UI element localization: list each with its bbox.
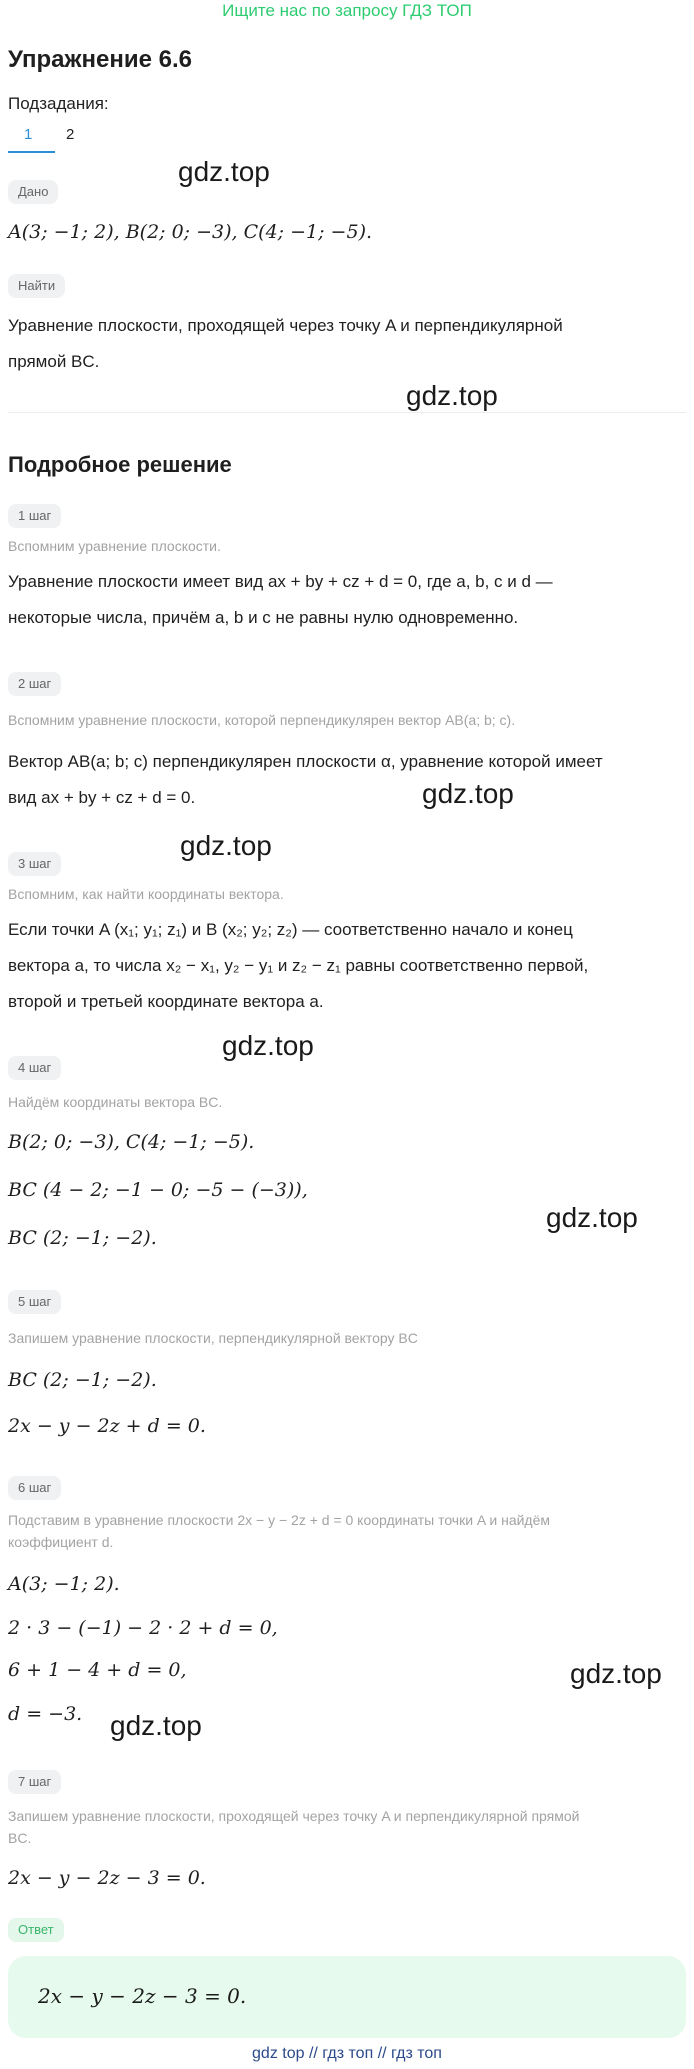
step-7-line-1: 2x − y − 2z − 3 = 0. [8, 1867, 206, 1889]
step-7-badge: 7 шаг [8, 1770, 61, 1794]
step-3-hint: Вспомним, как найти координаты вектора. [8, 886, 284, 902]
watermark: gdz.top [406, 380, 498, 411]
watermark: gdz.top [178, 156, 270, 187]
step-6-line-1: A(3; −1; 2). [8, 1573, 120, 1595]
step-5-line-1: BC (2; −1; −2). [8, 1369, 157, 1391]
watermark: gdz.top [422, 778, 514, 809]
solution-title: Подробное решение [8, 452, 232, 477]
answer-badge: Ответ [8, 1918, 64, 1942]
subtasks-label: Подзадания: [8, 94, 109, 113]
tab-subtask-2[interactable]: 2 [66, 126, 75, 143]
step-5-line-2: 2x − y − 2z + d = 0. [8, 1415, 206, 1437]
step-2-hint: Вспомним уравнение плоскости, которой перпендикулярен вектор AB(a; b; c). [8, 712, 516, 728]
watermark: gdz.top [570, 1658, 662, 1689]
step-4-line-3: BC (2; −1; −2). [8, 1227, 157, 1249]
step-4-line-2: BC (4 − 2; −1 − 0; −5 − (−3)), [8, 1179, 308, 1201]
step-2-line-2: вид ax + by + cz + d = 0. [8, 788, 196, 807]
page-title: Упражнение 6.6 [8, 46, 193, 73]
watermark: gdz.top [180, 830, 272, 861]
divider [8, 412, 686, 413]
step-5-badge: 5 шаг [8, 1290, 61, 1314]
step-1-hint: Вспомним уравнение плоскости. [8, 538, 221, 554]
step-3-line-1: Если точки A (x₁; y₁; z₁) и B (x₂; y₂; z₂) — соответственно начало и конец [8, 920, 573, 939]
footer-links[interactable]: gdz top // гдз топ // гдз топ [252, 2045, 442, 2062]
step-3-line-2: вектора a, то числа x₂ − x₁, y₂ − y₁ и z₂ − z₁ равны соответственно первой, [8, 956, 589, 975]
watermark: gdz.top [110, 1710, 202, 1741]
step-1-line-1: Уравнение плоскости имеет вид ax + by + cz + d = 0, где a, b, c и d — [8, 572, 553, 591]
step-4-hint: Найдём координаты вектора BC. [8, 1094, 223, 1110]
step-6-badge: 6 шаг [8, 1476, 61, 1500]
step-2-badge: 2 шаг [8, 672, 61, 696]
step-6-line-3: 6 + 1 − 4 + d = 0, [8, 1659, 187, 1681]
given-badge: Дано [8, 180, 58, 204]
step-7-hint-1: Запишем уравнение плоскости, проходящей через точку A и перпендикулярной прямой [8, 1808, 580, 1824]
find-line-2: прямой BC. [8, 352, 100, 371]
find-line-1: Уравнение плоскости, проходящей через точку A и перпендикулярной [8, 316, 563, 335]
step-3-line-3: второй и третьей координате вектора a. [8, 992, 324, 1011]
step-6-hint-2: коэффициент d. [8, 1534, 114, 1550]
subtask-tabs [8, 122, 82, 152]
step-3-badge: 3 шаг [8, 852, 61, 876]
given-points: A(3; −1; 2), B(2; 0; −3), C(4; −1; −5). [8, 221, 373, 243]
step-6-line-4: d = −3. [8, 1703, 83, 1725]
tab-subtask-1[interactable]: 1 [24, 126, 33, 143]
answer-text: 2x − y − 2z − 3 = 0. [38, 1984, 247, 2008]
step-2-line-1: Вектор AB(a; b; c) перпендикулярен плоскости α, уравнение которой имеет [8, 752, 603, 771]
find-badge: Найти [8, 274, 65, 298]
step-6-hint-1: Подставим в уравнение плоскости 2x − y − 2z + d = 0 координаты точки A и найдём [8, 1512, 551, 1528]
step-6-line-2: 2 · 3 − (−1) − 2 · 2 + d = 0, [8, 1617, 278, 1639]
active-tab-indicator [8, 151, 55, 153]
step-4-line-1: B(2; 0; −3), C(4; −1; −5). [8, 1131, 255, 1153]
top-banner[interactable]: Ищите нас по запросу ГДЗ ТОП [222, 1, 472, 20]
step-1-badge: 1 шаг [8, 504, 61, 528]
step-4-badge: 4 шаг [8, 1056, 61, 1080]
step-7-hint-2: BC. [8, 1830, 32, 1846]
answer-box [8, 1956, 686, 2038]
step-1-line-2: некоторые числа, причём a, b и c не равны нулю одновременно. [8, 608, 519, 627]
watermark: gdz.top [222, 1030, 314, 1061]
watermark: gdz.top [546, 1202, 638, 1233]
step-5-hint: Запишем уравнение плоскости, перпендикулярной вектору BC [8, 1330, 418, 1346]
